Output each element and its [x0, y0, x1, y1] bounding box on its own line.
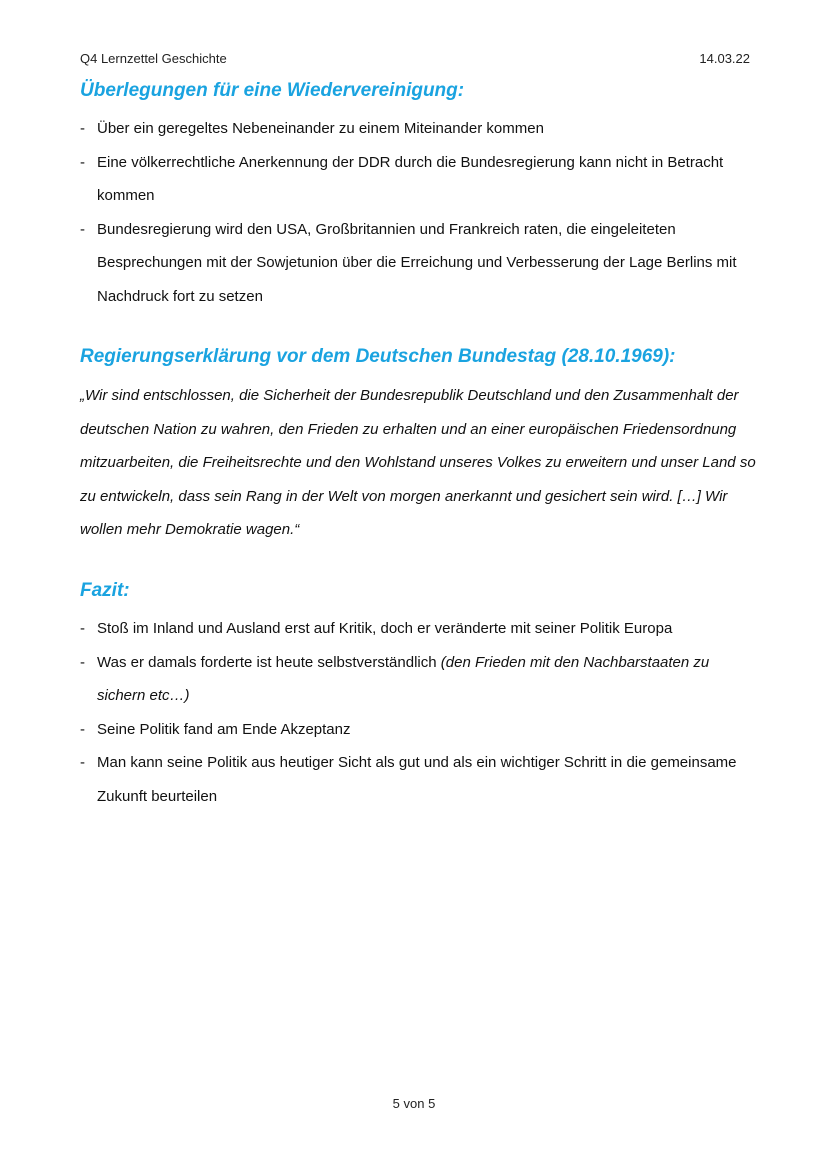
list-item: - Bundesregierung wird den USA, Großbritannien und Frankreich raten, die eingeleiteten Besprechungen mit der Sowjetunion über die Erreichung und Verbesserung der Lage Berlins mit Nachdruck fort zu setzen — [80, 213, 760, 314]
list-item: - Man kann seine Politik aus heutiger Sicht als gut und als ein wichtiger Schritt in die gemeinsame Zukunft beurteilen — [80, 746, 760, 813]
conclusion-list — [80, 612, 760, 813]
bullet-dash: - — [80, 754, 85, 771]
list-item: - Über ein geregeltes Nebeneinander zu einem Miteinander kommen — [80, 112, 760, 146]
bullet-dash: - — [80, 220, 85, 238]
course-title: Q4 Lernzettel Geschichte — [80, 51, 227, 66]
page-header — [80, 51, 750, 69]
bullet-dash: - — [80, 153, 85, 171]
header-date: 14.03.22 — [699, 51, 750, 66]
section-heading-conclusion: Fazit: — [80, 580, 130, 601]
bullet-dash: - — [80, 120, 85, 137]
government-statement-quote: „Wir sind entschlossen, die Sicherheit der Bundesrepublik Deutschland und den Zusammenhalt der deutschen Nation zu wahren, den Frieden zu erhalten und an einer europäischen Friedensordnung mitzuarbeiten, die Freiheitsrechte und den Wohlstand unseres Volkes zu erweitern und unser Land so zu entwickeln, dass sein Rang in der Welt von morgen anerkannt und gesichert sein wird. […] Wir wollen mehr Demokratie wagen.“ — [80, 387, 756, 538]
section-heading-reunification: Überlegungen für eine Wiedervereinigung: — [80, 80, 465, 101]
bullet-dash: - — [80, 620, 85, 637]
list-item: - Eine völkerrechtliche Anerkennung der DDR durch die Bundesregierung kann nicht in Betracht kommen — [80, 146, 760, 213]
reunification-list — [80, 112, 760, 313]
bullet-dash: - — [80, 653, 85, 671]
list-item: - Stoß im Inland und Ausland erst auf Kritik, doch er veränderte mit seiner Politik Europa — [80, 612, 760, 646]
bullet-dash: - — [80, 720, 85, 738]
section-heading-government-statement: Regierungserklärung vor dem Deutschen Bundestag (28.10.1969): — [80, 346, 676, 367]
list-item: - Was er damals forderte ist heute selbstverständlich (den Frieden mit den Nachbarstaaten zu sichern etc…) — [80, 646, 760, 713]
list-item: - Seine Politik fand am Ende Akzeptanz — [80, 713, 760, 747]
page-number: 5 von 5 — [392, 1096, 436, 1111]
